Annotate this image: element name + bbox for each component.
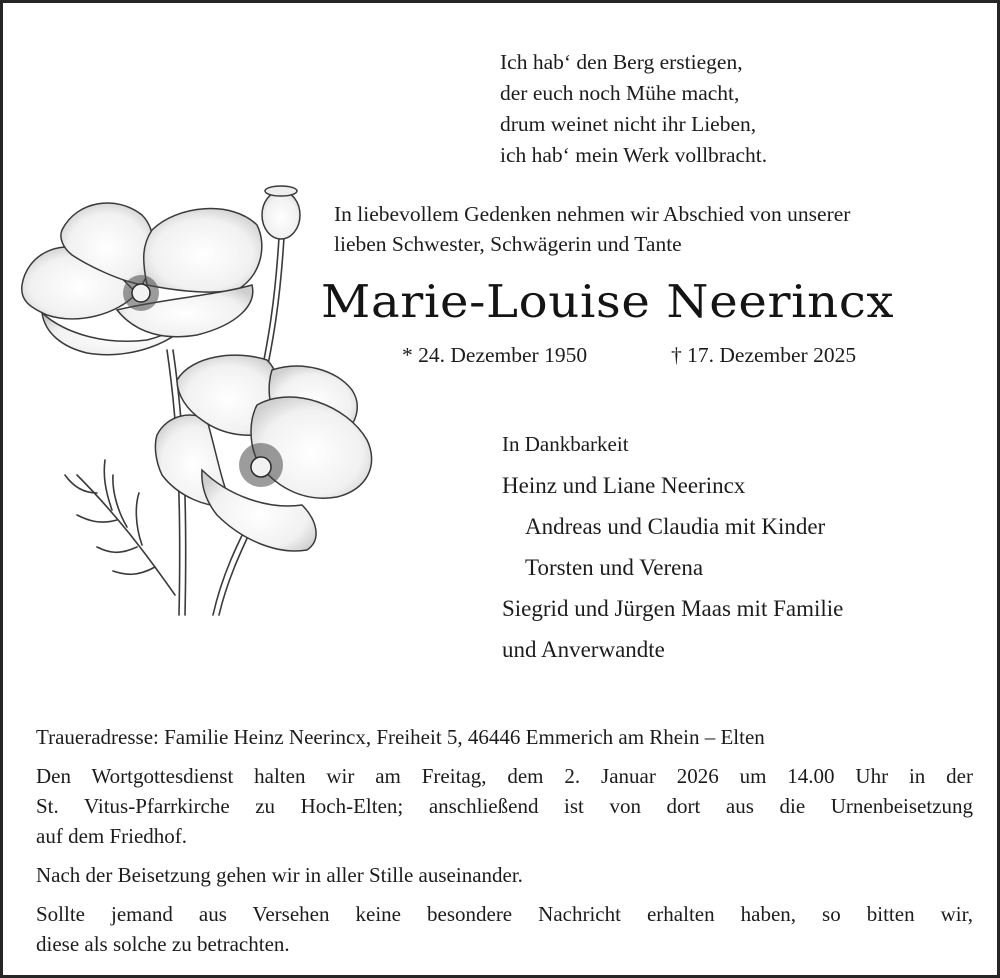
- mourners-heading: In Dankbarkeit: [502, 432, 629, 456]
- notice-text: [36, 899, 973, 959]
- service-line: St. Vitus-Pfarrkirche zu Hoch-Elten; anschließend ist von dort aus die Urnenbeisetzung: [36, 794, 973, 818]
- birth-date: * 24. Dezember 1950: [402, 343, 588, 367]
- mourner-line: und Anverwandte: [502, 637, 665, 662]
- death-date: † 17. Dezember 2025: [671, 343, 857, 367]
- mourner-line: Andreas und Claudia mit Kinder: [525, 514, 826, 539]
- service-line: Den Wortgottesdienst halten wir am Freitag, dem 2. Januar 2026 um 14.00 Uhr in der: [36, 764, 973, 788]
- mourner-line: Heinz und Liane Neerincx: [502, 473, 746, 498]
- intro-line: In liebevollem Gedenken nehmen wir Abschied von unserer: [334, 202, 851, 226]
- footer-notes: [36, 722, 973, 968]
- intro-text: [334, 200, 850, 259]
- service-line: auf dem Friedhof.: [36, 824, 188, 848]
- mourner-line: Torsten und Verena: [525, 555, 704, 580]
- notice-line: diese als solche zu betrachten.: [36, 932, 290, 956]
- intro-line: lieben Schwester, Schwägerin und Tante: [334, 231, 682, 256]
- notice-line: Sollte jemand aus Versehen keine besondere Nachricht erhalten haben, so bitten wir,: [36, 902, 973, 926]
- poem-line: drum weinet nicht ihr Lieben,: [500, 112, 757, 136]
- poem-line: Ich hab‘ den Berg erstiegen,: [500, 50, 743, 74]
- after-burial-note: Nach der Beisetzung gehen wir in aller Stille auseinander.: [36, 863, 523, 887]
- poem: [500, 47, 767, 171]
- deceased-name: Marie-Louise Neerincx: [321, 275, 895, 328]
- mourner-line: Siegrid und Jürgen Maas mit Familie: [502, 596, 844, 621]
- poem-line: ich hab‘ mein Werk vollbracht.: [500, 143, 768, 167]
- mourning-address: Traueradresse: Familie Heinz Neerincx, Freiheit 5, 46446 Emmerich am Rhein – Elten: [36, 725, 765, 749]
- poem-line: der euch noch Mühe macht,: [500, 81, 740, 105]
- service-info: [36, 761, 973, 851]
- mourners-list: [502, 424, 843, 670]
